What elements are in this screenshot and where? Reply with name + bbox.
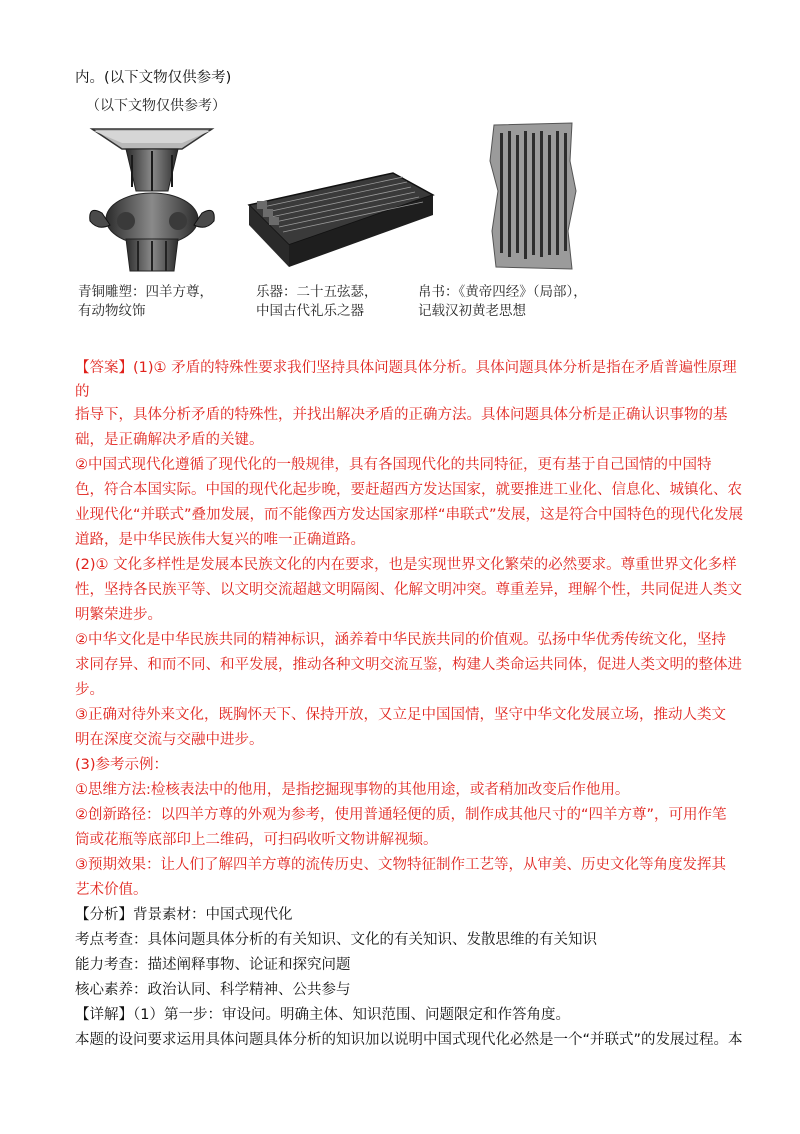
bronze-vessel-icon: [82, 121, 222, 281]
answer-line: 性，坚持各民族平等、以文明交流超越文明隔阂、化解文明冲突。尊重差异，理解个性，共同促进人类文: [75, 582, 742, 598]
answer-line: 指导下，具体分析矛盾的特殊性，并找出解决矛盾的正确方法。具体问题具体分析是正确认识事物的基: [75, 407, 728, 423]
answer-line: ②中华文化是中华民族共同的精神标识，涵养着中华民族共同的价值观。弘扬中华优秀传统文化，坚持: [75, 632, 726, 648]
answer-line: 步。: [75, 682, 104, 698]
answer-line: 【答案】(1)① 矛盾的特殊性要求我们坚持具体问题具体分析。具体问题具体分析是指在矛盾普遍性原理: [75, 360, 737, 376]
answer-line: 色，符合本国实际。中国的现代化起步晚，要赶超西方发达国家，就要推进工业化、信息化、城镇化、农: [75, 482, 742, 498]
answer-line: ②中国式现代化遵循了现代化的一般规律，具有各国现代化的共同特征，更有基于自己国情的中国特: [75, 457, 712, 473]
silk-manuscript-icon: [488, 121, 578, 271]
analysis-line: 本题的设问要求运用具体问题具体分析的知识加以说明中国式现代化必然是一个“并联式”的发展过程。本: [75, 1032, 743, 1048]
artifact-figure: [78, 95, 638, 330]
answer-line: ③预期效果：让人们了解四羊方尊的流传历史、文物特征制作工艺等，从审美、历史文化等角度发挥其: [75, 857, 726, 873]
answer-line: 业现代化“并联式”叠加发展，而不能像西方发达国家那样“串联式”发展，这是符合中国特色的现代化发展: [75, 507, 744, 523]
analysis-line: 考点考查：具体问题具体分析的有关知识、文化的有关知识、发散思维的有关知识: [75, 932, 597, 948]
figure-caption: （以下文物仅供参考）: [86, 98, 226, 114]
answer-line: ②创新路径：以四羊方尊的外观为参考，使用普通轻便的质，制作成其他尺寸的“四羊方尊”，可用作笔: [75, 807, 727, 823]
answer-line: 础，是正确解决矛盾的关键。: [75, 432, 264, 448]
analysis-line: 【详解】（1）第一步：审设问。明确主体、知识范围、问题限定和作答角度。: [75, 1007, 570, 1023]
zither-icon: [243, 165, 438, 275]
answer-line: 的: [75, 384, 90, 400]
intro-line: 内。(以下文物仅供参考): [75, 70, 232, 86]
analysis-line: 核心素养：政治认同、科学精神、公共参与: [75, 982, 351, 998]
answer-line: 明繁荣进步。: [75, 607, 162, 623]
answer-line: (2)① 文化多样性是发展本民族文化的内在要求，也是实现世界文化繁荣的必然要求。尊重世界文化多样: [75, 557, 737, 573]
analysis-line: 能力考查：描述阐释事物、论证和探究问题: [75, 957, 351, 973]
answer-line: 道路，是中华民族伟大复兴的唯一正确道路。: [75, 532, 365, 548]
answer-line: 筒或花瓶等底部印上二维码，可扫码收听文物讲解视频。: [75, 832, 438, 848]
answer-line: 求同存异、和而不同、和平发展，推动各种文明交流互鉴，构建人类命运共同体，促进人类文明的整体进: [75, 657, 742, 673]
answer-line: ①思维方法:检核表法中的他用，是指挖掘现事物的其他用途，或者稍加改变后作他用。: [75, 782, 630, 798]
analysis-line: 【分析】背景素材：中国式现代化: [75, 907, 293, 923]
answer-line: ③正确对待外来文化，既胸怀天下、保持开放，又立足中国国情，坚守中华文化发展立场，推动人类文: [75, 707, 726, 723]
answer-line: 明在深度交流与交融中进步。: [75, 732, 264, 748]
answer-line: 艺术价值。: [75, 882, 148, 898]
artifact-label-zither: 乐器：二十五弦瑟， 中国古代礼乐之器: [256, 284, 378, 319]
answer-line: (3)参考示例：: [75, 757, 169, 773]
artifact-label-bronze: 青铜雕塑：四羊方尊， 有动物纹饰: [78, 284, 213, 319]
artifact-label-manuscript: 帛书：《黄帝四经》（局部）， 记载汉初黄老思想: [418, 284, 587, 319]
